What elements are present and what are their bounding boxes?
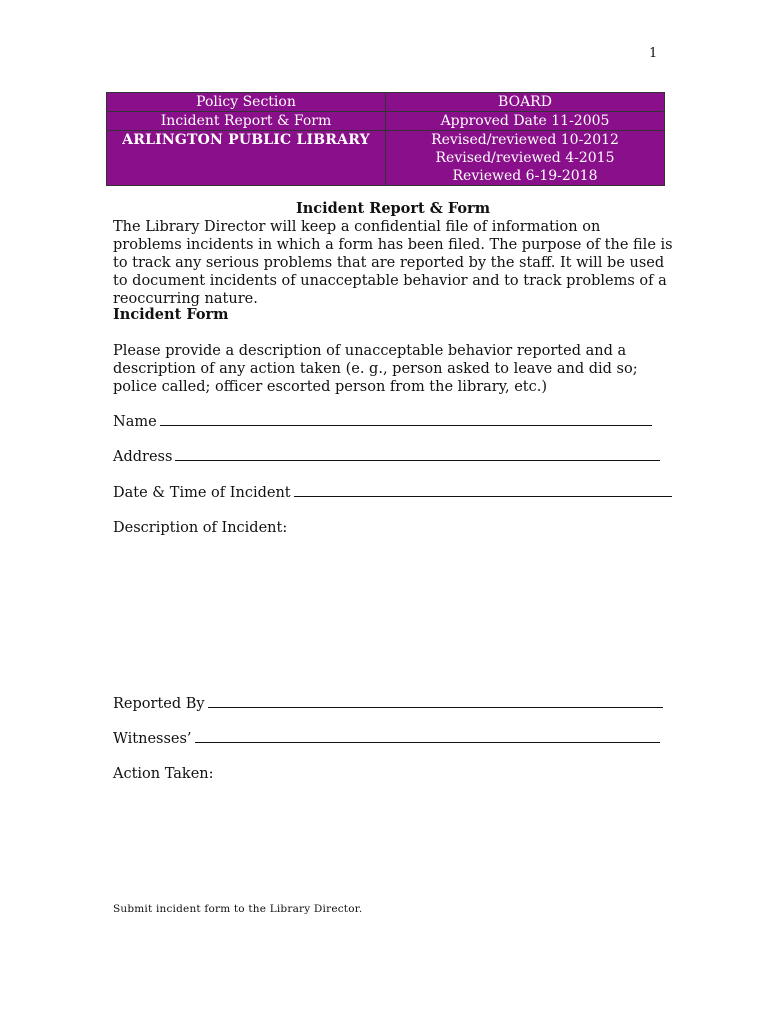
reviewed-2018: Reviewed 6-19-2018 [452,168,598,184]
address-field[interactable] [113,448,660,466]
board-cell: BOARD [386,93,665,112]
revised-2015: Revised/reviewed 4-2015 [435,150,615,166]
name-line[interactable] [160,413,652,426]
address-label: Address [113,449,173,465]
library-name-cell [107,131,386,186]
page-number: 1 [649,46,658,61]
footer-note: Submit incident form to the Library Director. [113,903,363,915]
witnesses-field[interactable] [113,730,660,748]
reported-by-field[interactable] [113,695,663,713]
witnesses-label: Witnesses’ [113,731,192,747]
witnesses-line[interactable] [195,730,660,743]
approved-date-cell: Approved Date 11-2005 [386,112,665,131]
incident-form-heading: Incident Form [113,306,229,323]
reported-by-label: Reported By [113,696,205,712]
document-title: Incident Report & Form [295,200,491,217]
policy-title-cell: Incident Report & Form [107,112,386,131]
date-time-label: Date & Time of Incident [113,485,291,501]
action-taken-label: Action Taken: [113,766,214,782]
name-field[interactable] [113,413,652,431]
revision-history-cell [386,131,665,186]
address-line[interactable] [175,448,660,461]
name-label: Name [113,414,157,430]
document-body [113,200,673,782]
description-label: Description of Incident: [113,520,288,536]
intro-paragraph: The Library Director will keep a confidential file of information on problems incidents in which a form has been filed. The purpose of the file is to track any serious problems that are reported by the staff. It will be used to document incidents of unacceptable behavior and to track problems of a reoccurring nature. [113,219,673,307]
reported-by-line[interactable] [208,695,663,708]
date-time-field[interactable] [113,484,672,502]
policy-header-table [106,92,665,186]
description-field[interactable] [113,519,287,537]
revised-2012: Revised/reviewed 10-2012 [431,132,619,148]
instructions-paragraph: Please provide a description of unacceptable behavior reported and a description of any action taken (e. g., person asked to leave and did so; police called; officer escorted person from the library, etc.) [113,343,638,395]
policy-section-cell: Policy Section [107,93,386,112]
action-taken-field[interactable] [113,765,214,783]
library-name: ARLINGTON PUBLIC LIBRARY [122,132,370,148]
date-time-line[interactable] [294,484,672,497]
